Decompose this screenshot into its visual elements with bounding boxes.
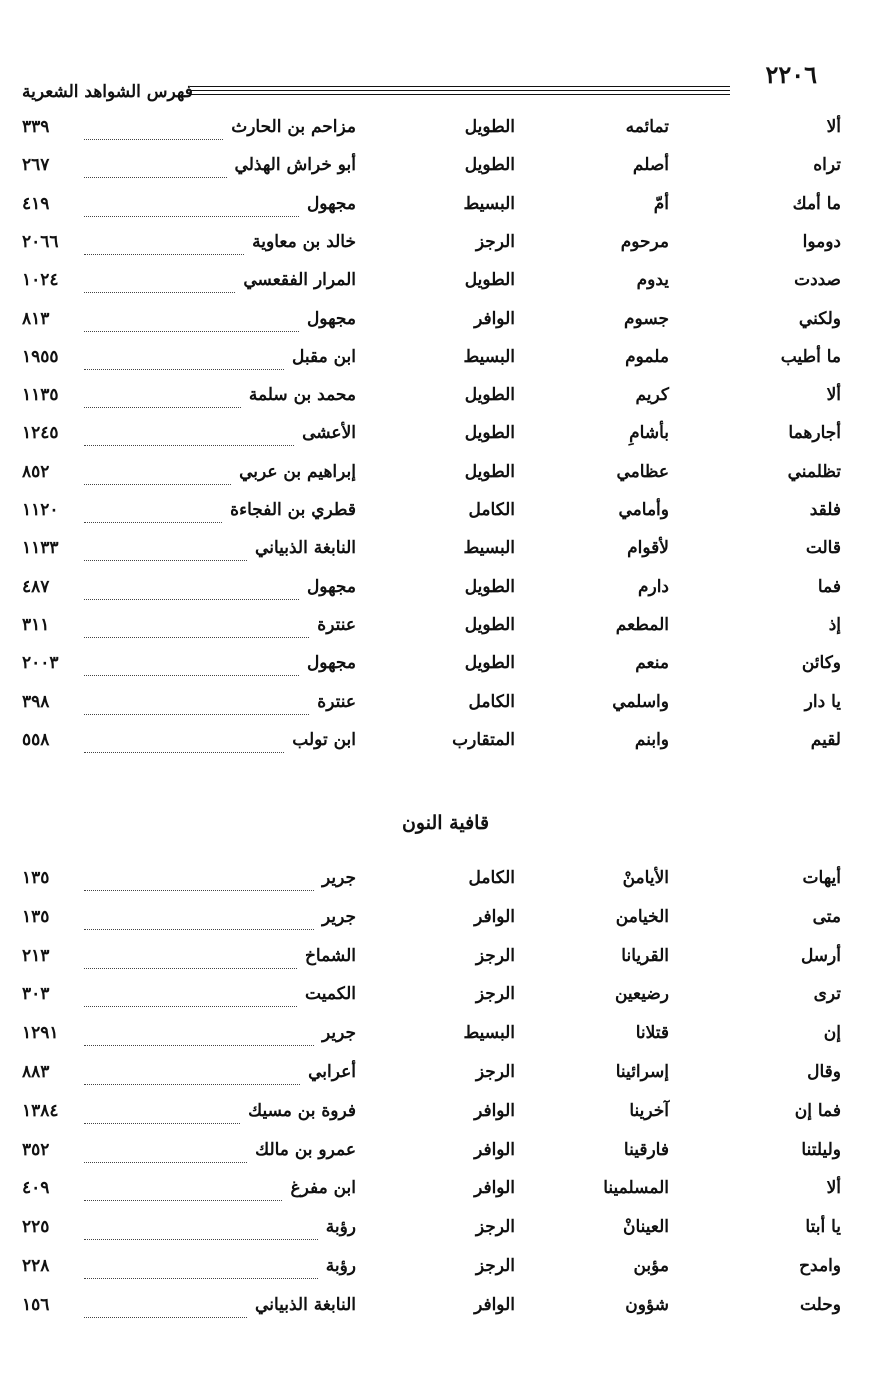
dot-leader xyxy=(84,1123,240,1124)
page-reference: ١٣٨٤ xyxy=(22,1100,59,1121)
verse-opening: إن xyxy=(823,1023,841,1044)
meter: الوافر xyxy=(474,1178,515,1199)
dot-leader xyxy=(84,1006,297,1007)
verse-opening: ألا xyxy=(826,385,841,406)
poet-name: جرير xyxy=(322,1023,356,1044)
page-reference: ٢٠٦٦ xyxy=(22,231,59,252)
page-reference: ٤١٩ xyxy=(22,193,50,214)
meter: المتقارب xyxy=(452,729,515,750)
meter: الرجز xyxy=(475,231,515,252)
verse-opening: أرسل xyxy=(800,945,841,966)
index-row xyxy=(0,532,891,570)
rhyme-word: جسوم xyxy=(624,308,669,329)
rhyme-word: رضيعين xyxy=(614,984,669,1005)
verse-opening: تظلمني xyxy=(787,461,841,482)
header-rule xyxy=(190,86,730,87)
rhyme-word: بأشامِ xyxy=(629,423,669,444)
poet-name: عنترة xyxy=(317,614,356,635)
index-row xyxy=(0,940,891,978)
verse-opening: يا دار xyxy=(804,691,841,712)
meter: الرجز xyxy=(475,1062,515,1082)
dot-leader xyxy=(84,675,299,676)
dot-leader xyxy=(84,714,309,715)
rhyme-word: شؤون xyxy=(625,1294,669,1315)
verse-opening: وكائن xyxy=(801,653,841,674)
index-row xyxy=(0,1250,891,1288)
dot-leader xyxy=(84,599,299,600)
index-row xyxy=(0,417,891,455)
verse-opening: تراه xyxy=(813,155,841,176)
dot-leader xyxy=(84,637,309,638)
page-reference: ١٣٥ xyxy=(22,906,50,927)
dot-leader xyxy=(84,407,241,408)
dot-leader xyxy=(84,522,222,523)
verse-opening: وحلت xyxy=(799,1294,841,1315)
index-row xyxy=(0,978,891,1016)
rhyme-word: أمّ xyxy=(653,193,669,214)
index-row xyxy=(0,1211,891,1249)
meter: الطويل xyxy=(464,423,515,444)
page-reference: ٢٢٨ xyxy=(22,1256,50,1276)
verse-opening: إذ xyxy=(828,614,841,635)
verse-opening: ولكني xyxy=(798,308,841,329)
rhyme-word: الخيامن xyxy=(615,906,669,927)
dot-leader xyxy=(84,254,244,255)
page-reference: ١٥٦ xyxy=(22,1294,50,1315)
meter: الوافر xyxy=(474,308,515,329)
page-reference: ٨١٣ xyxy=(22,308,50,329)
page-reference: ٣٥٢ xyxy=(22,1139,50,1160)
page-reference: ٢٠٠٣ xyxy=(22,653,59,674)
index-row xyxy=(0,456,891,494)
poet-name: فروة بن مسيك xyxy=(248,1100,356,1121)
meter: الكامل xyxy=(468,691,515,712)
poet-name: ابن مفرغ xyxy=(290,1178,356,1199)
poet-name: النابغة الذبياني xyxy=(255,538,356,559)
dot-leader xyxy=(84,1045,314,1046)
index-row xyxy=(0,571,891,609)
meter: البسيط xyxy=(463,538,515,559)
page-reference: ١١٢٠ xyxy=(22,500,59,520)
rhyme-word: الأيامنْ xyxy=(622,868,669,888)
rhyme-word: كريم xyxy=(635,385,669,406)
poet-name: جرير xyxy=(322,906,356,927)
verse-opening: ما أمك xyxy=(792,193,841,214)
dot-leader xyxy=(84,445,294,446)
rhyme-word: عظامي xyxy=(616,461,669,482)
verse-opening: ألا xyxy=(826,1178,841,1199)
index-row xyxy=(0,1172,891,1210)
index-row xyxy=(0,303,891,341)
index-row xyxy=(0,686,891,724)
index-row xyxy=(0,494,891,532)
dot-leader xyxy=(84,484,231,485)
meter: البسيط xyxy=(463,193,515,214)
meter: الطويل xyxy=(464,155,515,176)
meter: الكامل xyxy=(468,500,515,520)
verse-opening: فلقد xyxy=(809,500,841,520)
poet-name: محمد بن سلمة xyxy=(248,385,356,406)
page-reference: ٢٦٧ xyxy=(22,155,50,176)
rhyme-word: فارقينا xyxy=(623,1139,669,1160)
page-reference: ٨٨٣ xyxy=(22,1062,50,1082)
dot-leader xyxy=(84,968,297,969)
poet-name: عنترة xyxy=(317,691,356,712)
page-reference: ١٠٢٤ xyxy=(22,270,59,291)
dot-leader xyxy=(84,560,247,561)
rhyme-word: المسلمينا xyxy=(603,1178,669,1199)
dot-leader xyxy=(84,1317,247,1318)
poet-name: جرير xyxy=(322,868,356,888)
rhyme-word: مرحوم xyxy=(620,231,669,252)
page-reference: ١٣٥ xyxy=(22,868,50,888)
rhyme-word: آخرينا xyxy=(629,1100,669,1121)
index-row xyxy=(0,901,891,939)
header-rule xyxy=(190,90,730,91)
poet-name: المرار الفقعسي xyxy=(243,270,356,291)
verse-opening: قالت xyxy=(805,538,841,559)
meter: الوافر xyxy=(474,1139,515,1160)
meter: الطويل xyxy=(464,576,515,597)
page-reference: ٣٩٨ xyxy=(22,691,50,712)
rhyme-word: العينانْ xyxy=(622,1217,669,1238)
verse-opening: دوموا xyxy=(802,231,841,252)
meter: الطويل xyxy=(464,461,515,482)
rhyme-word: مؤبن xyxy=(633,1256,669,1276)
poet-name: مجهول xyxy=(306,308,356,329)
index-row xyxy=(0,341,891,379)
page-reference: ٥٥٨ xyxy=(22,729,50,750)
index-row xyxy=(0,1134,891,1172)
index-row xyxy=(0,862,891,900)
dot-leader xyxy=(84,1239,318,1240)
verse-opening: فما إن xyxy=(794,1100,841,1121)
rhyme-word: منعم xyxy=(635,653,669,674)
page-reference: ١٢٩١ xyxy=(22,1023,59,1044)
page-reference: ١٩٥٥ xyxy=(22,346,59,367)
poet-name: ابن مقبل xyxy=(291,346,356,367)
dot-leader xyxy=(84,177,227,178)
meter: البسيط xyxy=(463,1023,515,1044)
meter: الطويل xyxy=(464,653,515,674)
verse-opening: وقال xyxy=(807,1062,841,1082)
poet-name: مجهول xyxy=(306,576,356,597)
running-title: فهرس الشواهد الشعرية xyxy=(22,82,193,102)
page-reference: ٢١٣ xyxy=(22,945,50,966)
poet-name: ابن تولب xyxy=(292,729,356,750)
dot-leader xyxy=(84,1084,300,1085)
index-row xyxy=(0,1056,891,1094)
index-row xyxy=(0,111,891,149)
rhyme-word: القريانا xyxy=(621,945,669,966)
rhyme-word: واسلمي xyxy=(612,691,669,712)
page-reference: ٤٠٩ xyxy=(22,1178,50,1199)
dot-leader xyxy=(84,752,284,753)
meter: الطويل xyxy=(464,614,515,635)
meter: الرجز xyxy=(475,984,515,1005)
poet-name: عمرو بن مالك xyxy=(255,1139,356,1160)
rhyme-word: وأمامي xyxy=(618,500,669,520)
index-row xyxy=(0,379,891,417)
dot-leader xyxy=(84,292,235,293)
verse-opening: ترى xyxy=(813,984,841,1005)
index-row xyxy=(0,1017,891,1055)
meter: الطويل xyxy=(464,270,515,291)
page-reference: ١١٣٥ xyxy=(22,385,59,406)
rhyme-word: لأقوام xyxy=(627,538,669,559)
index-row xyxy=(0,1095,891,1133)
header-rule xyxy=(190,94,730,95)
poet-name: أعرابي xyxy=(308,1062,356,1082)
page-reference: ٢٢٥ xyxy=(22,1217,50,1238)
dot-leader xyxy=(84,139,223,140)
meter: الوافر xyxy=(474,906,515,927)
rhyme-word: وابنم xyxy=(634,729,669,750)
page-reference: ٨٥٢ xyxy=(22,461,50,482)
dot-leader xyxy=(84,331,299,332)
index-row xyxy=(0,724,891,762)
verse-opening: فما xyxy=(817,576,841,597)
poet-name: الأعشى xyxy=(302,423,356,444)
rhyme-word: تمائمه xyxy=(625,117,669,137)
page-reference: ١١٣٣ xyxy=(22,538,59,559)
index-row xyxy=(0,149,891,187)
dot-leader xyxy=(84,929,314,930)
verse-opening: لقيم xyxy=(810,729,841,750)
meter: البسيط xyxy=(463,346,515,367)
meter: الرجز xyxy=(475,1217,515,1238)
index-row xyxy=(0,647,891,685)
poet-name: مجهول xyxy=(306,653,356,674)
poet-name: إبراهيم بن عربي xyxy=(239,461,356,482)
poet-name: الكميت xyxy=(305,984,356,1005)
poet-name: رؤبة xyxy=(325,1217,356,1238)
dot-leader xyxy=(84,1200,282,1201)
meter: الطويل xyxy=(464,385,515,406)
index-row xyxy=(0,188,891,226)
verse-opening: أجارهما xyxy=(788,423,841,444)
verse-opening: يا أبتا xyxy=(805,1217,841,1238)
meter: الطويل xyxy=(464,117,515,137)
verse-opening: ما أطيب xyxy=(780,346,841,367)
meter: الوافر xyxy=(474,1294,515,1315)
page-reference: ٣٣٩ xyxy=(22,117,50,137)
section-heading: قافية النون xyxy=(401,812,490,834)
meter: الكامل xyxy=(468,868,515,888)
rhyme-word: إسرائينا xyxy=(615,1062,669,1082)
poet-name: مزاحم بن الحارث xyxy=(231,117,356,137)
verse-opening: وامدح xyxy=(799,1256,841,1276)
meter: الرجز xyxy=(475,1256,515,1276)
poet-name: قطري بن الفجاءة xyxy=(230,500,356,520)
page-number: ٢٢٠٦ xyxy=(765,60,817,89)
verse-opening: متى xyxy=(812,906,841,927)
poet-name: أبو خراش الهذلي xyxy=(234,155,356,176)
dot-leader xyxy=(84,890,314,891)
dot-leader xyxy=(84,1162,247,1163)
verse-opening: وليلتنا xyxy=(801,1139,841,1160)
dot-leader xyxy=(84,216,299,217)
dot-leader xyxy=(84,1278,318,1279)
rhyme-word: قتلانا xyxy=(635,1023,669,1044)
poet-name: الشماخ xyxy=(304,945,356,966)
verse-opening: أيهات xyxy=(802,868,841,888)
rhyme-word: دارم xyxy=(637,576,669,597)
index-row xyxy=(0,226,891,264)
rhyme-word: يدوم xyxy=(636,270,669,291)
page-reference: ٣١١ xyxy=(22,614,50,635)
meter: الوافر xyxy=(474,1100,515,1121)
meter: الرجز xyxy=(475,945,515,966)
verse-opening: صددت xyxy=(794,270,841,291)
poet-name: النابغة الذبياني xyxy=(255,1294,356,1315)
dot-leader xyxy=(84,369,284,370)
verse-opening: ألا xyxy=(826,117,841,137)
page-reference: ٤٨٧ xyxy=(22,576,50,597)
index-row xyxy=(0,609,891,647)
rhyme-word: المطعم xyxy=(615,614,669,635)
poet-name: مجهول xyxy=(306,193,356,214)
index-row xyxy=(0,1289,891,1327)
poet-name: خالد بن معاوية xyxy=(252,231,356,252)
page-reference: ٣٠٣ xyxy=(22,984,50,1005)
index-row xyxy=(0,264,891,302)
rhyme-word: ملموم xyxy=(625,346,669,367)
page-reference: ١٢٤٥ xyxy=(22,423,59,444)
rhyme-word: أصلم xyxy=(632,155,669,176)
poet-name: رؤبة xyxy=(325,1256,356,1276)
